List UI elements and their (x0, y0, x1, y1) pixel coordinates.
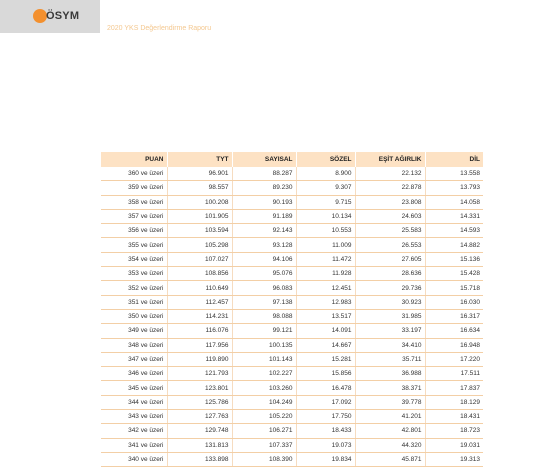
cell-sozel: 13.517 (296, 309, 355, 323)
cell-tyt: 96.901 (167, 167, 232, 181)
cell-esit-agirlik: 36.988 (355, 367, 425, 381)
cell-sozel: 19.834 (296, 452, 355, 466)
logo-text: ÖSYM (46, 10, 80, 22)
cell-sayisal: 93.128 (232, 238, 296, 252)
cell-tyt: 117.956 (167, 338, 232, 352)
cell-esit-agirlik: 25.583 (355, 224, 425, 238)
cell-esit-agirlik: 29.736 (355, 281, 425, 295)
cell-sayisal: 98.088 (232, 309, 296, 323)
cell-dil: 16.634 (425, 324, 483, 338)
cell-tyt: 119.890 (167, 352, 232, 366)
cell-dil: 17.220 (425, 352, 483, 366)
cell-sozel: 14.091 (296, 324, 355, 338)
cell-esit-agirlik: 42.801 (355, 424, 425, 438)
cell-tyt: 114.231 (167, 309, 232, 323)
logo-circle-icon (33, 9, 47, 23)
score-table-container (101, 152, 483, 467)
cell-esit-agirlik: 39.778 (355, 395, 425, 409)
cell-dil: 14.593 (425, 224, 483, 238)
cell-esit-agirlik: 41.201 (355, 410, 425, 424)
cell-dil: 14.058 (425, 195, 483, 209)
cell-sayisal: 103.260 (232, 381, 296, 395)
score-table (101, 152, 483, 467)
cell-tyt: 133.898 (167, 452, 232, 466)
column-header-sozel: SÖZEL (296, 152, 355, 167)
cell-esit-agirlik: 35.711 (355, 352, 425, 366)
cell-esit-agirlik: 30.923 (355, 295, 425, 309)
cell-sayisal: 99.121 (232, 324, 296, 338)
table-header-row (101, 152, 483, 167)
table-row (101, 338, 483, 352)
cell-sozel: 19.073 (296, 438, 355, 452)
cell-puan: 342 ve üzeri (101, 424, 167, 438)
table-row (101, 195, 483, 209)
cell-esit-agirlik: 24.603 (355, 209, 425, 223)
cell-tyt: 125.786 (167, 395, 232, 409)
cell-esit-agirlik: 34.410 (355, 338, 425, 352)
cell-tyt: 116.076 (167, 324, 232, 338)
cell-tyt: 131.813 (167, 438, 232, 452)
table-row (101, 181, 483, 195)
table-row (101, 295, 483, 309)
table-row (101, 410, 483, 424)
cell-dil: 13.558 (425, 167, 483, 181)
table-row (101, 438, 483, 452)
cell-puan: 341 ve üzeri (101, 438, 167, 452)
cell-tyt: 100.208 (167, 195, 232, 209)
table-row (101, 309, 483, 323)
table-row (101, 424, 483, 438)
cell-sayisal: 100.135 (232, 338, 296, 352)
table-row (101, 367, 483, 381)
cell-sayisal: 97.138 (232, 295, 296, 309)
cell-sayisal: 104.249 (232, 395, 296, 409)
cell-esit-agirlik: 22.878 (355, 181, 425, 195)
cell-sozel: 17.750 (296, 410, 355, 424)
cell-dil: 14.882 (425, 238, 483, 252)
cell-puan: 355 ve üzeri (101, 238, 167, 252)
table-row (101, 209, 483, 223)
cell-tyt: 108.856 (167, 267, 232, 281)
cell-sozel: 11.928 (296, 267, 355, 281)
cell-puan: 340 ve üzeri (101, 452, 167, 466)
cell-sozel: 8.900 (296, 167, 355, 181)
cell-dil: 17.511 (425, 367, 483, 381)
report-title: 2020 YKS Değerlendirme Raporu (107, 25, 212, 32)
cell-sayisal: 94.106 (232, 252, 296, 266)
cell-sayisal: 90.193 (232, 195, 296, 209)
cell-sayisal: 107.337 (232, 438, 296, 452)
cell-puan: 343 ve üzeri (101, 410, 167, 424)
cell-puan: 352 ve üzeri (101, 281, 167, 295)
cell-dil: 15.718 (425, 281, 483, 295)
cell-dil: 18.431 (425, 410, 483, 424)
cell-puan: 353 ve üzeri (101, 267, 167, 281)
cell-tyt: 105.298 (167, 238, 232, 252)
table-row (101, 452, 483, 466)
cell-tyt: 112.457 (167, 295, 232, 309)
cell-puan: 354 ve üzeri (101, 252, 167, 266)
cell-esit-agirlik: 33.197 (355, 324, 425, 338)
cell-sayisal: 102.227 (232, 367, 296, 381)
cell-tyt: 98.557 (167, 181, 232, 195)
cell-sayisal: 96.083 (232, 281, 296, 295)
cell-sayisal: 101.143 (232, 352, 296, 366)
table-row (101, 281, 483, 295)
cell-esit-agirlik: 27.605 (355, 252, 425, 266)
cell-sozel: 10.134 (296, 209, 355, 223)
table-row (101, 252, 483, 266)
cell-sozel: 12.983 (296, 295, 355, 309)
cell-dil: 19.313 (425, 452, 483, 466)
cell-sayisal: 92.143 (232, 224, 296, 238)
table-body (101, 167, 483, 467)
header-block (0, 0, 100, 33)
cell-dil: 15.136 (425, 252, 483, 266)
cell-sozel: 17.092 (296, 395, 355, 409)
cell-puan: 350 ve üzeri (101, 309, 167, 323)
cell-sozel: 9.307 (296, 181, 355, 195)
cell-dil: 18.129 (425, 395, 483, 409)
cell-esit-agirlik: 23.808 (355, 195, 425, 209)
cell-sayisal: 106.271 (232, 424, 296, 438)
cell-esit-agirlik: 22.132 (355, 167, 425, 181)
cell-sozel: 11.472 (296, 252, 355, 266)
table-row (101, 395, 483, 409)
column-header-tyt: TYT (167, 152, 232, 167)
cell-dil: 14.331 (425, 209, 483, 223)
cell-dil: 15.428 (425, 267, 483, 281)
cell-sozel: 11.009 (296, 238, 355, 252)
cell-tyt: 101.905 (167, 209, 232, 223)
cell-puan: 358 ve üzeri (101, 195, 167, 209)
table-row (101, 167, 483, 181)
cell-sayisal: 89.230 (232, 181, 296, 195)
column-header-dil: DİL (425, 152, 483, 167)
cell-sozel: 15.281 (296, 352, 355, 366)
table-row (101, 324, 483, 338)
cell-puan: 346 ve üzeri (101, 367, 167, 381)
cell-puan: 345 ve üzeri (101, 381, 167, 395)
cell-esit-agirlik: 31.985 (355, 309, 425, 323)
cell-esit-agirlik: 45.871 (355, 452, 425, 466)
column-header-puan: PUAN (101, 152, 167, 167)
cell-sozel: 9.715 (296, 195, 355, 209)
column-header-esit-agirlik: EŞİT AĞIRLIK (355, 152, 425, 167)
cell-puan: 351 ve üzeri (101, 295, 167, 309)
cell-sayisal: 105.220 (232, 410, 296, 424)
cell-puan: 344 ve üzeri (101, 395, 167, 409)
cell-sozel: 16.478 (296, 381, 355, 395)
cell-tyt: 110.649 (167, 281, 232, 295)
cell-tyt: 127.763 (167, 410, 232, 424)
cell-dil: 18.723 (425, 424, 483, 438)
cell-puan: 356 ve üzeri (101, 224, 167, 238)
cell-sayisal: 88.287 (232, 167, 296, 181)
cell-dil: 16.948 (425, 338, 483, 352)
cell-puan: 347 ve üzeri (101, 352, 167, 366)
cell-tyt: 129.748 (167, 424, 232, 438)
cell-tyt: 103.594 (167, 224, 232, 238)
cell-dil: 19.031 (425, 438, 483, 452)
cell-puan: 348 ve üzeri (101, 338, 167, 352)
table-row (101, 267, 483, 281)
table-row (101, 381, 483, 395)
cell-tyt: 121.793 (167, 367, 232, 381)
cell-sozel: 15.856 (296, 367, 355, 381)
cell-tyt: 107.027 (167, 252, 232, 266)
table-row (101, 224, 483, 238)
cell-sayisal: 95.076 (232, 267, 296, 281)
cell-sozel: 14.667 (296, 338, 355, 352)
cell-dil: 16.030 (425, 295, 483, 309)
cell-puan: 359 ve üzeri (101, 181, 167, 195)
table-row (101, 352, 483, 366)
cell-dil: 17.837 (425, 381, 483, 395)
cell-esit-agirlik: 28.636 (355, 267, 425, 281)
cell-tyt: 123.801 (167, 381, 232, 395)
cell-esit-agirlik: 44.320 (355, 438, 425, 452)
cell-sayisal: 108.390 (232, 452, 296, 466)
cell-esit-agirlik: 26.553 (355, 238, 425, 252)
table-row (101, 238, 483, 252)
cell-sozel: 10.553 (296, 224, 355, 238)
cell-esit-agirlik: 38.371 (355, 381, 425, 395)
cell-dil: 16.317 (425, 309, 483, 323)
cell-dil: 13.793 (425, 181, 483, 195)
cell-sayisal: 91.189 (232, 209, 296, 223)
column-header-sayisal: SAYISAL (232, 152, 296, 167)
cell-puan: 349 ve üzeri (101, 324, 167, 338)
osym-logo (33, 9, 80, 23)
cell-sozel: 12.451 (296, 281, 355, 295)
cell-puan: 360 ve üzeri (101, 167, 167, 181)
cell-puan: 357 ve üzeri (101, 209, 167, 223)
cell-sozel: 18.433 (296, 424, 355, 438)
